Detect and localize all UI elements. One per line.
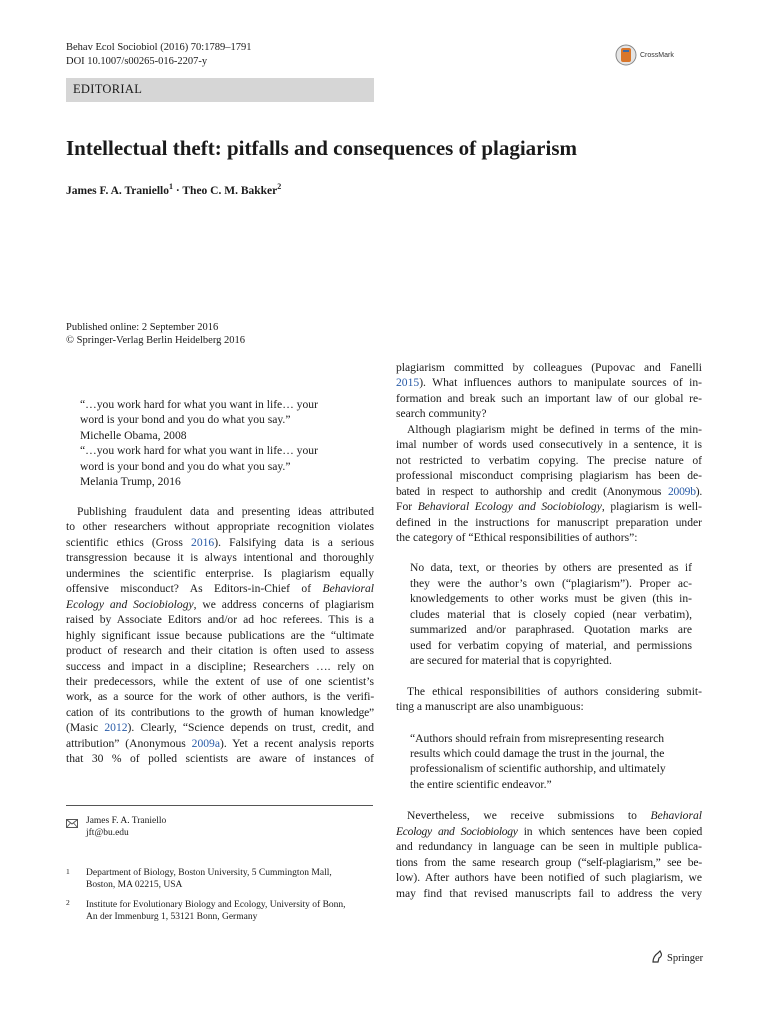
- crossmark-icon: [615, 44, 637, 66]
- text-line: highly significant issue because publications are the “ultimate: [66, 628, 374, 642]
- text-line: No data, text, or theories by others are presented as if: [410, 561, 692, 575]
- author-separator: ·: [175, 184, 180, 197]
- affiliation-2: Institute for Evolutionary Biology and Ecology, University of Bonn,: [86, 900, 346, 910]
- journal-citation: Behav Ecol Sociobiol (2016) 70:1789–1791: [66, 42, 252, 53]
- text-line: For Behavioral Ecology and Sociobiology, plagiarism is well-: [396, 500, 702, 514]
- text-line: Ecology and Sociobiology in which sentences have been copied: [396, 824, 702, 838]
- corresponding-author: James F. A. Traniello: [86, 816, 167, 826]
- author-2[interactable]: Theo C. M. Bakker: [182, 184, 278, 197]
- text-line: professionalism of scientific authorship, and ultimately: [410, 762, 666, 776]
- affiliation-number: 1: [66, 867, 70, 876]
- author-line: [66, 182, 281, 197]
- corresponding-email[interactable]: jft@bu.edu: [86, 828, 129, 838]
- epigraph: [80, 397, 362, 490]
- text-line: professional misconduct comprising plagiarism has been de-: [396, 469, 702, 483]
- publisher-name: Springer: [667, 953, 704, 964]
- journal-name: Behavioral Ecology and Sociobiology: [417, 500, 602, 514]
- article-title: Intellectual theft: pitfalls and consequences of plagiarism: [66, 136, 577, 160]
- text-line: may find that revised manuscripts fail to address the very: [396, 886, 702, 900]
- affiliation-2-line2: An der Immenburg 1, 53121 Bonn, Germany: [86, 912, 258, 922]
- text-line: work, as a source for the work of other authors, is the verifi-: [66, 690, 374, 704]
- affiliation-number: 2: [66, 898, 70, 907]
- text-line: “Authors should refrain from misrepresenting research: [410, 731, 665, 745]
- text-line: Although plagiarism might be defined in terms of the min-: [407, 422, 702, 436]
- author-1-affiliation: 1: [168, 182, 173, 191]
- crossmark-label: CrossMark: [640, 51, 674, 59]
- text-line: formation and break such an important law of our global re-: [396, 391, 702, 405]
- text-line: The ethical responsibilities of authors considering submit-: [407, 684, 702, 698]
- citation-link[interactable]: 2009a: [191, 736, 220, 750]
- section-label-bar: [66, 78, 374, 102]
- text-line: not restricted to verbatim copying. The precise nature of: [396, 453, 702, 467]
- doi[interactable]: DOI 10.1007/s00265-016-2207-y: [66, 56, 208, 67]
- affiliation-1: Department of Biology, Boston University, 5 Cummington Mall,: [86, 868, 332, 878]
- text-line: knowledgements to other works must be given (this in-: [410, 592, 692, 606]
- affiliation-1-line2: Boston, MA 02215, USA: [86, 880, 183, 890]
- text-line: bated in respect to authorship and credit (Anonymous 2009b).: [396, 484, 702, 498]
- text-line: used for verbatim copying of material, and permissions: [410, 638, 692, 652]
- citation-link[interactable]: 2016: [191, 535, 215, 549]
- right-column-body: [396, 360, 702, 901]
- text-line: and redundancy in language can be seen in multiple publica-: [396, 840, 702, 854]
- epigraph-line: “…you work hard for what you want in life… your: [80, 444, 318, 458]
- crossmark-badge[interactable]: [615, 40, 705, 70]
- epigraph-line: word is your bond and you do what you say.”: [80, 413, 291, 427]
- epigraph-line: “…you work hard for what you want in life… your: [80, 398, 318, 411]
- epigraph-attribution: Michelle Obama, 2008: [80, 428, 187, 442]
- text-line: product of research and their citation is often used to assess: [66, 644, 374, 658]
- footnote-divider: [66, 805, 373, 806]
- left-column-body: [66, 504, 374, 767]
- paragraph: [396, 684, 702, 715]
- journal-name: Behavioral: [650, 809, 702, 823]
- text-line: that 30 % of polled scientists are aware of instances of: [66, 752, 374, 766]
- text-line: the category of “Ethical responsibilities of authors”:: [396, 530, 638, 544]
- text-line: raised by Associate Editors and/or ad hoc referees. This is a: [66, 613, 374, 627]
- citation-link[interactable]: 2009b: [668, 484, 696, 498]
- text-line: imal number of words used consecutively in a sentence, it is: [396, 438, 702, 452]
- email-icon: [66, 815, 78, 833]
- text-line: defined in the instructions for manuscript preparation under: [396, 515, 702, 529]
- text-line: success and impact in a discipline; Researchers …. rely on: [66, 659, 374, 673]
- epigraph-attribution: Melania Trump, 2016: [80, 475, 181, 489]
- text-line: results which could damage the trust in the journal, the: [410, 746, 665, 760]
- text-line: search community?: [396, 407, 487, 421]
- text-line: to other researchers without appropriate recognition violates: [66, 520, 374, 534]
- text-line: attribution” (Anonymous 2009a). Yet a recent analysis reports: [66, 736, 374, 750]
- text-line: cludes material that is closely copied (near verbatim),: [410, 607, 692, 621]
- publisher-logo: [650, 950, 703, 967]
- ethics-blockquote: [410, 731, 692, 793]
- epigraph-line: word is your bond and you do what you say.”: [80, 459, 291, 473]
- copyright: © Springer-Verlag Berlin Heidelberg 2016: [66, 335, 246, 346]
- author-1[interactable]: James F. A. Traniello: [66, 184, 169, 197]
- text-line: undermines the scientific enterprise. Is plagiarism equally: [66, 566, 374, 580]
- journal-name: Ecology and Sociobiology: [396, 824, 518, 838]
- published-online: Published online: 2 September 2016: [66, 322, 219, 333]
- citation-link[interactable]: 2012: [104, 721, 128, 735]
- section-label: EDITORIAL: [73, 82, 143, 96]
- text-line: ting a manuscript are also unambiguous:: [396, 700, 584, 714]
- journal-name: Behavioral: [322, 582, 374, 596]
- text-line: Publishing fraudulent data and presenting ideas attributed: [77, 505, 374, 518]
- text-line: their predecessors, while the extent of use of one scientist’s: [66, 674, 374, 688]
- paragraph: [396, 808, 702, 901]
- citation-link[interactable]: 2015: [396, 376, 420, 390]
- text-line: summarized and/or paraphrased. Quotation marks are: [410, 623, 692, 637]
- text-line: plagiarism committed by colleagues (Pupovac and Fanelli: [396, 361, 702, 374]
- text-line: transgression because it is always intentional and thoroughly: [66, 551, 374, 565]
- text-line: cation of its contributions to the growth of human knowledge”: [66, 705, 374, 719]
- text-line: are secured for material that is copyrighted.: [410, 654, 612, 668]
- text-line: the entire scientific endeavor.”: [410, 777, 552, 791]
- text-line: offensive misconduct? As Editors-in-Chief of Behavioral: [66, 582, 374, 596]
- text-line: low). After authors have been notified of such plagiarism, we: [396, 871, 702, 885]
- text-line: scientific ethics (Gross 2016). Falsifying data is a serious: [66, 535, 374, 549]
- text-line: (Masic 2012). Clearly, “Science depends on trust, credit, and: [66, 721, 375, 735]
- text-line: they were the author’s own (“plagiarism”). Proper ac-: [410, 576, 692, 590]
- text-line: tions from the same research group (“self-plagiarism,” see be-: [396, 855, 702, 869]
- text-line: Nevertheless, we receive submissions to Behavioral: [407, 809, 702, 823]
- author-2-affiliation: 2: [277, 182, 282, 191]
- journal-name: Ecology and Sociobiology: [66, 597, 194, 611]
- text-line: 2015). What influences authors to manipulate sources of in-: [396, 376, 702, 390]
- springer-horse-icon: [650, 950, 664, 967]
- guidelines-blockquote: [410, 560, 692, 668]
- text-line: Ecology and Sociobiology, we address concerns of plagiarism: [66, 597, 374, 611]
